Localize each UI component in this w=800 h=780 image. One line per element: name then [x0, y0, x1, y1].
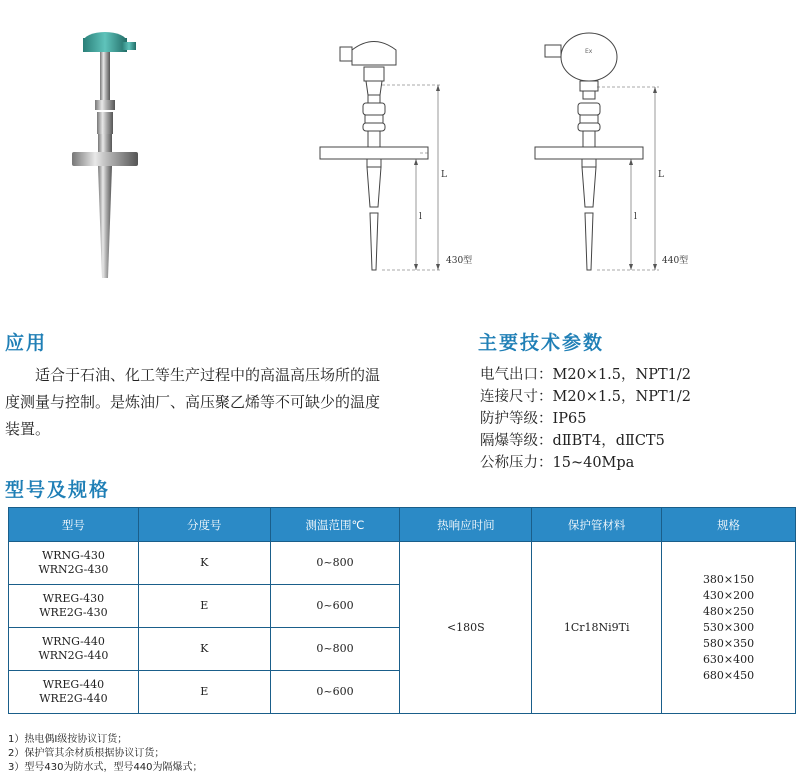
table-row — [9, 542, 796, 585]
spec-item: 680×450 — [702, 668, 755, 682]
model-line: WREG-440 — [42, 678, 105, 691]
drawing-430 — [312, 25, 462, 285]
model-line: WRE2G-440 — [39, 692, 108, 705]
cell-model — [9, 671, 139, 714]
cell-range: 0~800 — [270, 628, 400, 671]
header-grade: 分度号 — [138, 508, 270, 542]
cell-response-time: <180S — [400, 542, 532, 714]
models-title: 型号及规格 — [5, 479, 111, 501]
note-item: 3）型号430为防水式，型号440为隔爆式； — [8, 762, 203, 773]
model-line: WRN2G-430 — [38, 563, 109, 576]
tech-params-title: 主要技术参数 — [478, 332, 605, 354]
spec-item: 630×400 — [702, 652, 755, 666]
spec-item: 530×300 — [702, 620, 755, 634]
model-line: WRE2G-430 — [39, 606, 108, 619]
header-response: 热响应时间 — [400, 508, 532, 542]
model-line: WREG-430 — [42, 592, 105, 605]
header-material: 保护管材料 — [532, 508, 662, 542]
cell-grade: K — [138, 542, 270, 585]
note-item: 2）保护管其余材质根据协议订货； — [8, 748, 165, 759]
dim-L-430: L — [441, 170, 447, 180]
dim-l-440: l — [634, 212, 637, 222]
spec-item: 430×200 — [702, 588, 755, 602]
cell-model — [9, 628, 139, 671]
tech-param-protection: 防护等级：IP65 — [480, 411, 587, 427]
tech-param-pressure: 公称压力：15~40Mpa — [480, 455, 635, 471]
header-range: 测温范围℃ — [270, 508, 400, 542]
svg-text:Ex: Ex — [585, 48, 593, 55]
cell-specs — [662, 542, 796, 714]
cell-grade: E — [138, 585, 270, 628]
model-line: WRNG-430 — [41, 549, 105, 562]
spec-item: 580×350 — [702, 636, 755, 650]
spec-item: 380×150 — [702, 572, 755, 586]
note-item: 1）热电偶I级按协议订货； — [8, 734, 128, 745]
model-line: WRN2G-440 — [38, 649, 109, 662]
spec-item: 480×250 — [702, 604, 755, 618]
spec-table — [8, 507, 796, 714]
dim-l-430: l — [419, 212, 422, 222]
tech-param-explosion: 隔爆等级：dⅡBT4，dⅡCT5 — [480, 433, 665, 449]
cell-range: 0~600 — [270, 585, 400, 628]
cell-model — [9, 585, 139, 628]
notes — [8, 733, 608, 775]
cell-model — [9, 542, 139, 585]
cell-material: 1Cr18Ni9Ti — [532, 542, 662, 714]
application-text: 适合于石油、化工等生产过程中的高温高压场所的温度测量与控制。是炼油厂、高压聚乙烯等不可缺少的温度装置。 — [5, 366, 381, 438]
model-line: WRNG-440 — [41, 635, 105, 648]
label-440: 440型 — [662, 256, 689, 266]
dim-L-440: L — [658, 170, 664, 180]
cell-grade: E — [138, 671, 270, 714]
label-430: 430型 — [446, 256, 473, 266]
drawing-440 — [527, 25, 677, 285]
cell-range: 0~800 — [270, 542, 400, 585]
cell-range: 0~600 — [270, 671, 400, 714]
header-spec: 规格 — [662, 508, 796, 542]
tech-param-electric: 电气出口：M20×1.5，NPT1/2 — [480, 367, 691, 383]
application-title: 应用 — [5, 332, 48, 354]
cell-grade: K — [138, 628, 270, 671]
tech-params-list — [480, 364, 790, 474]
table-header-row — [9, 508, 796, 542]
product-photo — [60, 20, 180, 290]
header-model: 型号 — [9, 508, 139, 542]
tech-param-connection: 连接尺寸：M20×1.5，NPT1/2 — [480, 389, 691, 405]
